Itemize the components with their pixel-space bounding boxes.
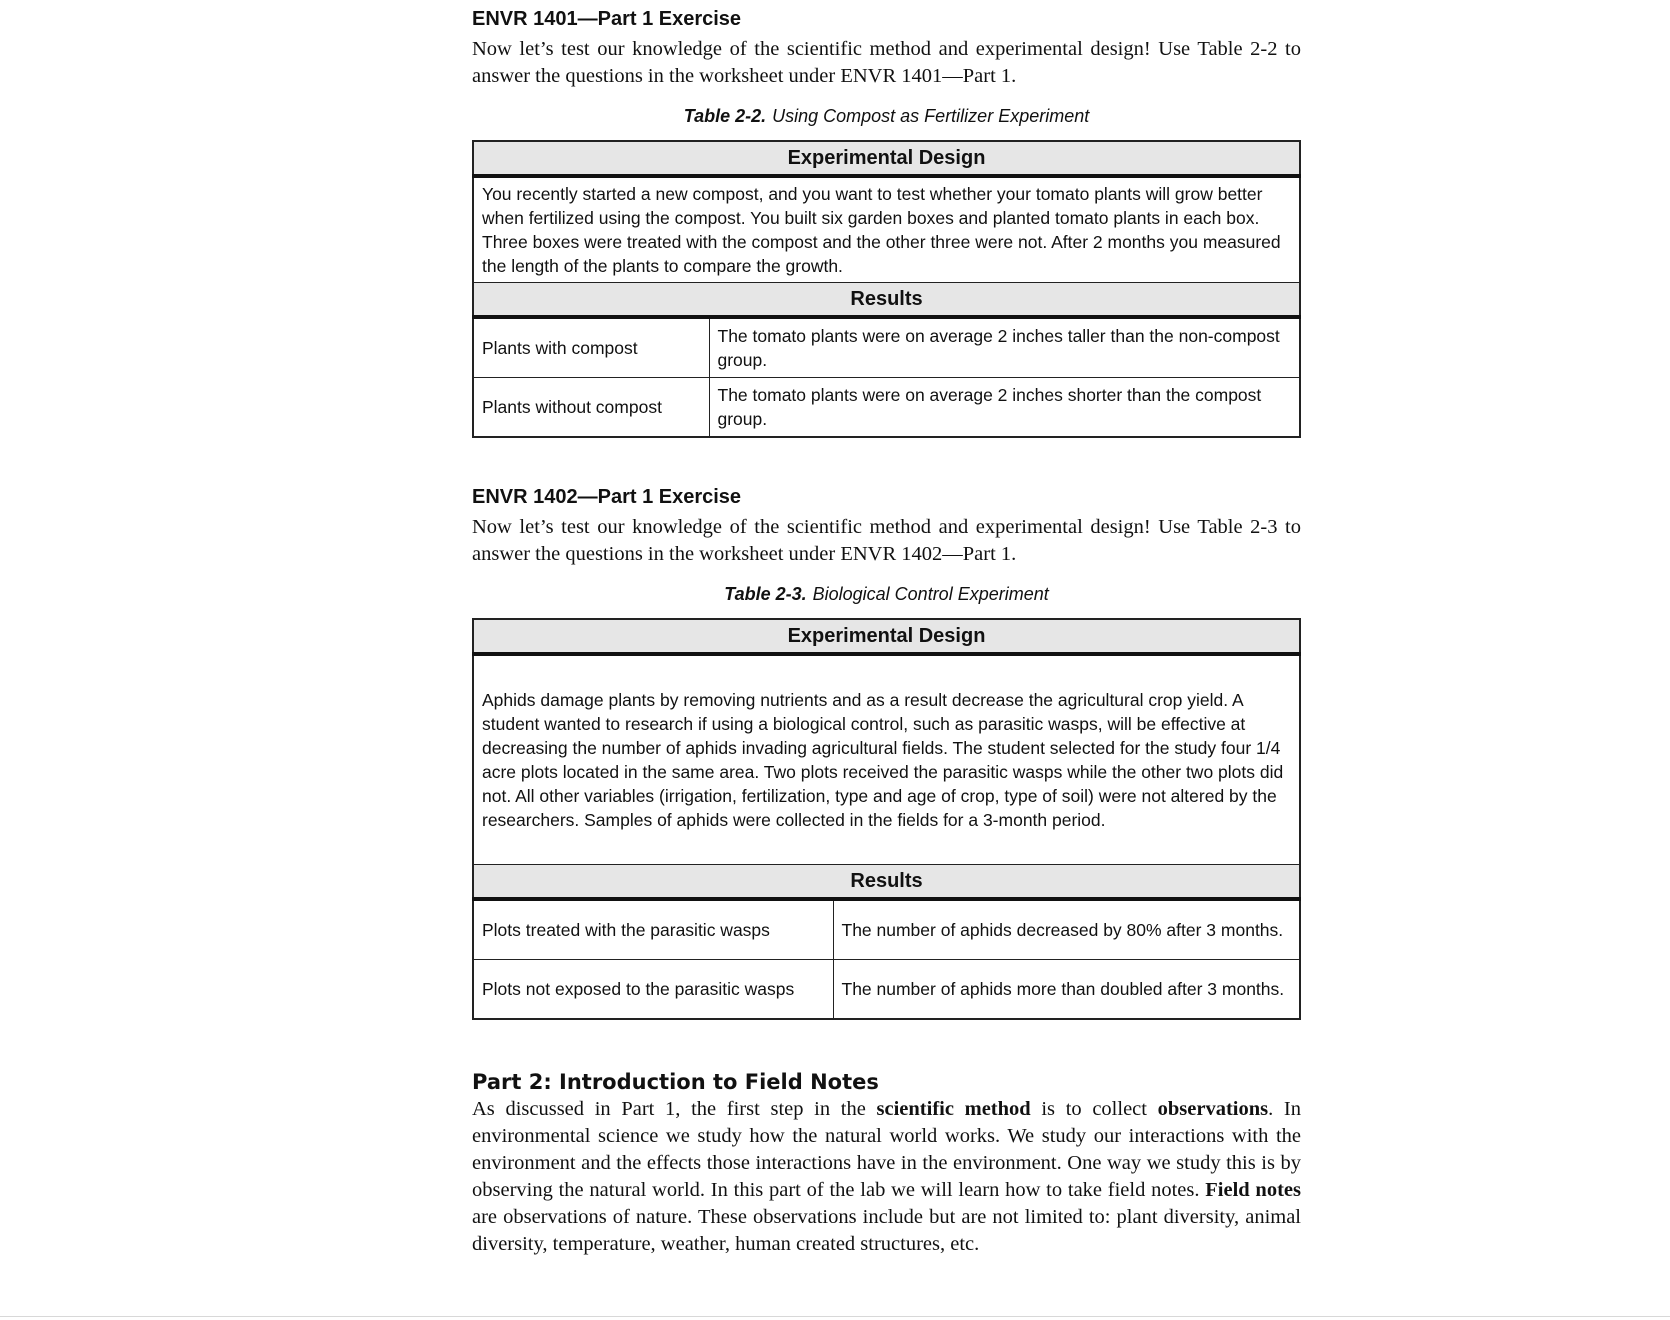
table-2-2-caption-label: Table 2-2. [683,106,767,126]
table-2-2-design-header: Experimental Design [473,141,1300,176]
table-row [473,317,1300,378]
part-2-text-segment: . In environmental science we study how the natural world works. We study our interactions with the environment and the effects those interactions have in the environment. One way we study this is by observing the natural world. In this part of the lab we will learn how to take field notes. [472,1098,1302,1201]
section-1401-title: ENVR 1401—Part 1 Exercise [472,8,742,30]
table-2-3-results-header: Results [473,865,1300,900]
table-2-3-row-label: Plots treated with the parasitic wasps [473,899,833,960]
section-1402-intro: Now let’s test our knowledge of the scientific method and experimental design! Use Table 2-3 to answer the questions in the worksheet under ENVR 1402—Part 1. [472,516,1301,565]
table-2-2-row-label: Plants with compost [473,317,709,378]
table-row [473,960,1300,1020]
table-2-2-design-text: You recently started a new compost, and you want to test whether your tomato plants will grow better when fertilized using the compost. You built six garden boxes and planted tomato plants in each box. Three boxes were treated with the compost and the other three were not. After 2 months you measured the length of the plants to compare the growth. [473,176,1300,283]
table-row [473,899,1300,960]
term-scientific-method: scientific method [876,1098,1031,1120]
part-2-paragraph [472,1096,1301,1258]
section-1402-title: ENVR 1402—Part 1 Exercise [472,486,742,508]
table-2-3-caption-label: Table 2-3. [724,584,807,604]
part-2-text-segment: are observations of nature. These observations include but are not limited to: plant diversity, animal diversity, temperature, weather, human created structures, etc. [472,1206,1301,1255]
table-2-3-caption-text: Biological Control Experiment [812,584,1049,604]
part-2-text-segment: is to collect [1030,1098,1158,1120]
table-2-2-caption [472,104,1301,128]
table-2-2-row-result: The tomato plants were on average 2 inches shorter than the compost group. [709,378,1300,438]
part-2-text-segment: As discussed in Part 1, the first step in the [472,1098,877,1120]
table-2-3-design-text: Aphids damage plants by removing nutrients and as a result decrease the agricultural crop yield. A student wanted to research if using a biological control, such as parasitic wasps, will be effective at decreasing the number of aphids invading agricultural fields. The student selected for the study four 1/4 acre plots located in the same area. Two plots received the parasitic wasps while the other two plots did not. All other variables (irrigation, fertilization, type and age of crop, type of soil) were not altered by the researchers. Samples of aphids were collected in the fields for a 3-month period. [473,654,1300,865]
document-page [472,0,1301,1258]
section-spacer [472,438,1301,484]
section-spacer [472,1020,1301,1068]
table-2-2-caption-text: Using Compost as Fertilizer Experiment [772,106,1090,126]
table-2-3 [472,618,1301,1020]
table-2-2-row-result: The tomato plants were on average 2 inches taller than the non-compost group. [709,317,1300,378]
table-2-3-row-result: The number of aphids decreased by 80% after 3 months. [833,899,1300,960]
part-2-title: Part 2: Introduction to Field Notes [472,1070,879,1094]
table-2-2-results-header: Results [473,283,1300,318]
section-1401-intro: Now let’s test our knowledge of the scientific method and experimental design! Use Table 2-2 to answer the questions in the worksheet under ENVR 1401—Part 1. [472,38,1301,87]
page-bottom-divider [0,1316,1670,1317]
term-observations: observations [1157,1098,1269,1120]
table-2-3-design-header: Experimental Design [473,619,1300,654]
table-2-2-row-label: Plants without compost [473,378,709,438]
table-row [473,378,1300,438]
table-2-3-row-label: Plots not exposed to the parasitic wasps [473,960,833,1020]
table-2-3-row-result: The number of aphids more than doubled after 3 months. [833,960,1300,1020]
table-2-3-caption [472,582,1301,606]
term-field-notes: Field notes [1205,1179,1301,1201]
table-2-2 [472,140,1301,438]
